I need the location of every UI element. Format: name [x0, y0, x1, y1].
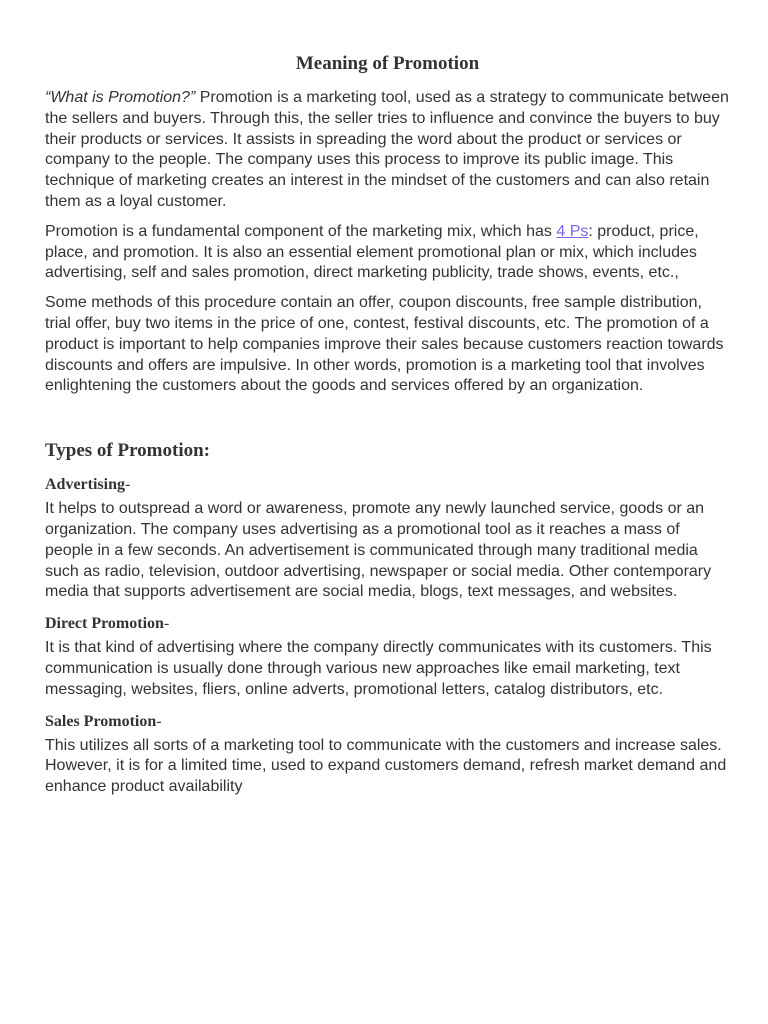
type-sales-promotion — [45, 712, 730, 798]
direct-promotion-text: It is that kind of advertising where the company directly communicates with its customers. This communication is usually done through various new approaches like email marketing, text messaging, websites, fliers, online adverts, promotional letters, catalog distributors, etc. — [45, 639, 712, 698]
document-page — [45, 52, 730, 809]
methods-paragraph: Some methods of this procedure contain an offer, coupon discounts, free sample distribution, trial offer, buy two items in the price of one, contest, festival discounts, etc. The promotion of a product is important to help companies improve their sales because customers reaction towards discounts and offers are impulsive. In other words, promotion is a marketing tool that involves enlightening the customers about the goods and services offered by an organization. — [45, 294, 724, 395]
intro-question: “What is Promotion?” — [45, 89, 196, 106]
advertising-heading-label: Advertising — [45, 476, 125, 494]
advertising-heading — [45, 475, 730, 495]
marketing-mix-text-before: Promotion is a fundamental component of the marketing mix, which has — [45, 222, 557, 240]
types-heading: Types of Promotion: — [45, 440, 211, 462]
direct-promotion-heading — [45, 614, 730, 634]
intro-text: Promotion is a marketing tool, used as a strategy to communicate between the sellers and buyers. Through this, the seller tries to influence and convince the buyers to buy their products or services. It assists in spreading the word about the product or services or company to the people. The company uses this process to improve its public image. This technique of marketing creates an interest in the mindset of the customers and can also retain them as a loyal customer. — [45, 89, 729, 210]
intro-paragraph — [45, 88, 730, 213]
sales-promotion-text: This utilizes all sorts of a marketing tool to communicate with the customers and increase sales. However, it is for a limited time, used to expand customers demand, refresh market demand and enhance product availability — [45, 736, 727, 796]
marketing-mix-text-after: : product, price, place, and promotion. It is also an essential element promotional plan or mix, which includes advertising, self and sales promotion, direct marketing publicity, trade shows, events, etc., — [45, 222, 699, 282]
direct-promotion-heading-label: Direct Promotion — [45, 615, 164, 633]
type-advertising — [45, 475, 730, 603]
marketing-mix-paragraph — [45, 222, 730, 284]
type-direct-promotion — [45, 614, 730, 700]
document-title: Meaning of Promotion — [295, 53, 480, 74]
four-ps-link[interactable]: 4 Ps — [556, 222, 589, 240]
direct-promotion-heading-dash: - — [163, 615, 170, 633]
advertising-heading-dash: - — [125, 476, 131, 494]
advertising-text: It helps to outspread a word or awareness, promote any newly launched service, goods or an organization. The company uses advertising as a promotional tool as it reaches a mass of people in a few seconds. An advertisement is communicated through many traditional media such as radio, television, outdoor advertising, newspaper or social media. Other contemporary media that supports advertisement are social media, blogs, text messages, and websites. — [45, 500, 712, 601]
sales-promotion-heading-dash: - — [156, 712, 162, 730]
sales-promotion-heading — [45, 712, 730, 732]
sales-promotion-heading-label: Sales Promotion — [45, 712, 157, 730]
